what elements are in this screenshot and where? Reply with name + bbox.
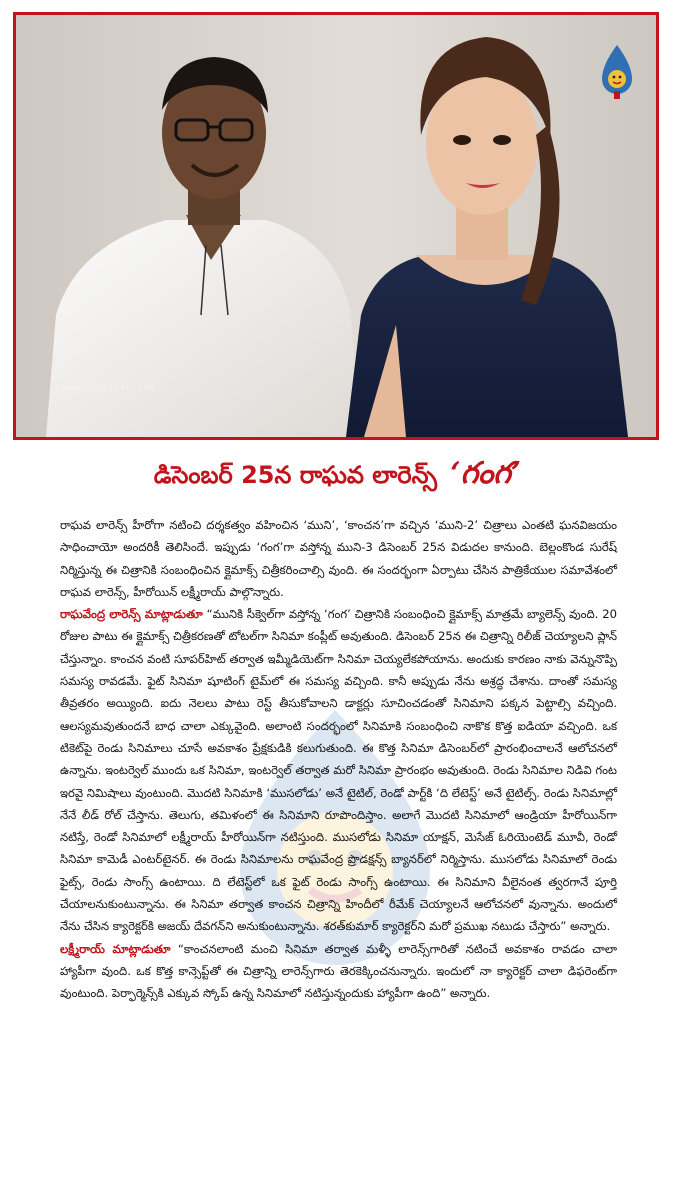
article-paragraph-intro: రాఘవ లారెన్స్ హీరోగా నటించి దర్శకత్వం వహించిన ‘ముని’, ‘కాంచన’గా వచ్చిన ‘ముని-2’ చిత్రాలు ఎంతటి ఘనవిజయం సాధించాయో అందరికీ తెలిసిందే. ఇప్పుడు ‘గంగ’గా వస్తోన్న ముని-3 డిసెంబర్ 25న విడుదల కానుంది. బెల్లంకొండ సురేష్ నిర్మిస్తున్న ఈ చిత్రానికి సంబంధించిన క్లైమాక్స్ చిత్రీకరించాల్సి వుంది. ఈ సందర్భంగా ఏర్పాటు చేసిన పాత్రికేయుల సమావేశంలో రాఘవ లారెన్స్, హీరోయిన్ లక్ష్మీరాయ్ పాల్గొన్నారు. <box>60 518 617 599</box>
speaker-lakshmi: లక్ష్మీరాయ్ మాట్లాడుతూ <box>60 941 171 956</box>
speaker-lawrence: రాఘవేంద్ర లారెన్స్ మాట్లాడుతూ <box>60 607 203 622</box>
headline-movie-title: ‘గంగ’ <box>450 456 522 491</box>
article-paragraph-lawrence <box>60 603 617 937</box>
cinejosh-logo-icon <box>598 43 636 101</box>
article-paragraph-lakshmi <box>60 938 617 1005</box>
lawrence-quote: “మునికి సీక్వెల్‌గా వస్తోన్న ‘గంగ’ చిత్రానికి సంబంధించి క్లైమాక్స్ మాత్రమే బ్యాలెన్స్ వుంది. 20 రోజుల పాటు ఈ క్లైమాక్స్ చిత్రీకరణతో టోటల్‌గా సినిమా కంప్లీట్ అవుతుంది. డిసెంబర్ 25న ఈ చిత్రాన్ని రిలీజ్ చెయ్యాలని ప్లాన్ చేస్తున్నాం. కాంచన వంటి సూపర్‌హిట్ తర్వాత ఇమ్మీడియెట్‌గా సినిమా చెయ్యలేకపోయాను. అందుకు కారణం నాకు వెన్నునొప్పి సమస్య రావడమే. ఫైట్ సినిమా షూటింగ్ టైమ్‌లో ఈ సమస్య వచ్చింది. కానీ అప్పుడు నేను అశ్రద్ధ చేశాను. దాంతో సమస్య తీవ్రతరం అయ్యింది. ఐదు నెలలు పాటు రెస్ట్ తీసుకోవాలని డాక్టర్లు సూచించడంతో సినిమాని పక్కన పెట్టాల్సి వచ్చింది. ఆలస్యమవుతుందనే బాధ చాలా ఎక్కువైంది. అలాంటి సందర్భంలో సినిమాకి సంబంధించి నాకొక కొత్త ఐడియా వచ్చింది. ఒక టికెట్‌పై రెండు సినిమాలు చూసే అవకాశం ప్రేక్షకుడికి కలుగుతుంది. ఈ కొత్త సినిమా డిసెంబర్‌లో ప్రారంభించాలనే ఆలోచనలో ఉన్నాను. ఇంటర్వెల్ ముందు ఒక సినిమా, ఇంటర్వెల్ తర్వాత మరో సినిమా ప్రారంభం అవుతుంది. రెండు సినిమాల నిడివి గంట ఇరవై నిమిషాలు వుంటుంది. మొదటి సినిమాకి ‘ముసలోడు’ అనే టైటిల్, రెండో పార్ట్‌కి ‘ది లేటెస్ట్’ అనే టైటిల్స్. రెండు సినిమాల్లో నేనే లీడ్ రోల్ చేస్తాను. తెలుగు, తమిళంలో ఈ సినిమాని రూపొందిస్తాం. అలాగే మొదటి సినిమాలో ఆండ్రియా హీరోయిన్‌గా నటిస్తే, రెండో సినిమాలో లక్ష్మీరాయ్ హీరోయిన్‌గా నటిస్తుంది. ముసలోడు సినిమా యాక్షన్, మెసేజ్ ఓరియెంటెడ్ మూవీ, రెండో సినిమా కామెడీ ఎంటర్‌టైనర్. ఈ రెండు సినిమాలను రాఘవేంద్ర ప్రొడక్షన్స్ బ్యానర్‌లో నిర్మిస్తాను. ముసలోడు సినిమాలో రెండు ఫైట్స్, రెండు సాంగ్స్ ఉంటాయి. ది లేటెస్ట్‌లో ఒక ఫైట్ రెండు సాంగ్స్ ఉంటాయి. ఈ సినిమాని వీలైనంత త్వరగానే పూర్తి చేయాలనుకుంటున్నాను. ఈ సినిమా తర్వాత కాంచన చిత్రాన్ని హిందీలో రీమేక్ చెయ్యాలనే ఆలోచనలో వున్నాను. అందులో నేను చేసిన క్యారెక్టర్‌కి అజయ్ దేవగన్‌ని అనుకుంటున్నాను. శరత్‌కుమార్ క్యారెక్టర్‌ని మరో ప్రముఖ నటుడు చేస్తారు” అన్నారు. <box>60 607 617 934</box>
news-photo <box>13 12 659 440</box>
watermark-url: www.cinejosh.com <box>62 383 156 393</box>
photo-illustration <box>16 15 656 437</box>
headline <box>0 456 675 498</box>
lakshmi-quote: “కాంచనలాంటి మంచి సినిమా తర్వాత మళ్ళీ లారెన్స్‌గారితో నటించే అవకాశం రావడం చాలా హ్యాపీగా వుంది. ఒక కొత్త కాన్సెప్ట్‌తో ఈ చిత్రాన్ని లారెన్స్‌గారు తెరకెక్కించనున్నారు. ఇందులో నా క్యారెక్టర్ చాలా డిఫరెంట్‌గా వుంటుంది. పెర్ఫార్మెన్స్‌కి ఎక్కువ స్కోప్ ఉన్న సినిమాలో నటిస్తున్నందుకు హ్యాపీగా ఉంది” అన్నారు. <box>60 941 617 1001</box>
headline-main: డిసెంబర్ 25న రాఘవ లారెన్స్ <box>153 461 438 489</box>
article-body <box>60 514 617 1005</box>
